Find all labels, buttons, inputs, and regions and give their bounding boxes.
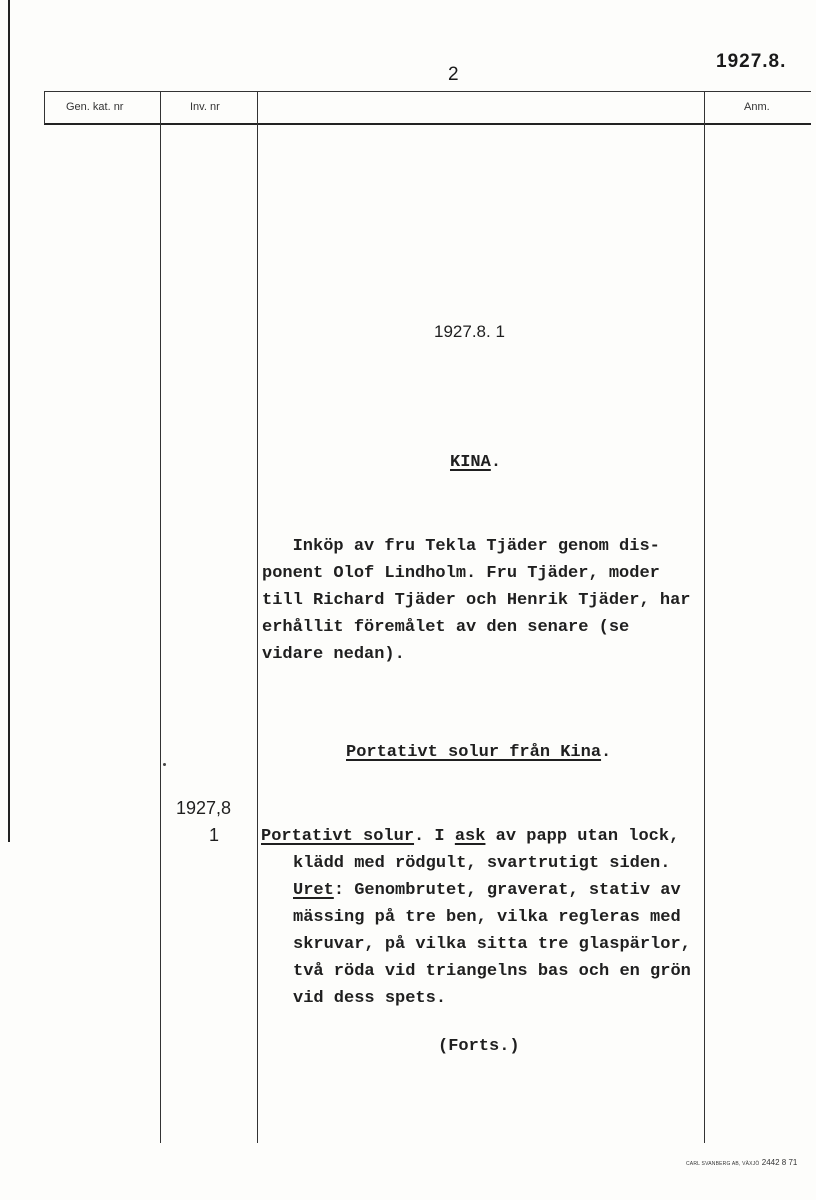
object-heading-suffix: . xyxy=(601,743,612,762)
printer-imprint xyxy=(686,1158,797,1167)
country-suffix: . xyxy=(490,453,502,472)
description-text: . I xyxy=(414,827,455,846)
column-divider-left xyxy=(44,91,45,124)
left-margin-line xyxy=(8,0,10,842)
page-number: 2 xyxy=(448,64,459,85)
inventory-year: 1927,8 xyxy=(176,798,232,818)
provenance-line: till Richard Tjäder och Henrik Tjäder, har xyxy=(262,591,691,610)
item-description xyxy=(261,823,707,1012)
column-header-gen-kat-nr: Gen. kat. nr xyxy=(66,101,124,113)
column-header-anm: Anm. xyxy=(744,101,770,113)
column-divider-gen-inv xyxy=(160,91,161,1143)
description-line-1 xyxy=(261,823,707,850)
margin-dot xyxy=(163,763,166,766)
provenance-line: erhållit föremålet av den senare (se xyxy=(262,618,630,637)
entry-number: 1927.8. 1 xyxy=(434,322,505,341)
provenance-line: vidare nedan). xyxy=(262,645,405,664)
inventory-subnumber: 1 xyxy=(209,825,220,845)
object-heading xyxy=(346,743,611,762)
column-divider-inv-text xyxy=(257,91,258,1143)
continued-note: (Forts.) xyxy=(438,1037,520,1056)
uret-label: Uret xyxy=(293,881,334,900)
description-line-6: två röda vid triangelns bas och en grön xyxy=(293,962,691,981)
catalogue-id: 1927.8. xyxy=(716,51,787,72)
description-line-5: skruvar, på vilka sitta tre glaspärlor, xyxy=(293,935,691,954)
left-margin-tick xyxy=(8,826,10,840)
printer-name: CARL SVANBERG AB, VÄXJÖ xyxy=(686,1161,760,1167)
provenance-paragraph xyxy=(262,533,704,668)
object-heading-text: Portativt solur från Kina xyxy=(346,743,602,762)
description-line-2: klädd med rödgult, svartrutigt siden. xyxy=(293,854,671,873)
description-line-3 xyxy=(261,877,707,904)
description-line-7: vid dess spets. xyxy=(293,989,447,1008)
column-header-inv-nr: Inv. nr xyxy=(190,101,220,113)
description-text: : Genombrutet, graverat, stativ av xyxy=(333,881,681,900)
print-code: 2442 8 71 xyxy=(761,1158,798,1167)
provenance-line: Inköp av fru Tekla Tjäder genom dis- xyxy=(262,537,660,556)
description-line-4: mässing på tre ben, vilka regleras med xyxy=(293,908,681,927)
country-name: KINA xyxy=(450,453,491,472)
material-term: ask xyxy=(454,827,486,846)
description-text: av papp utan lock, xyxy=(485,827,680,846)
item-name: Portativt solur xyxy=(261,827,415,846)
country-heading xyxy=(450,453,501,472)
provenance-line: ponent Olof Lindholm. Fru Tjäder, moder xyxy=(262,564,660,583)
